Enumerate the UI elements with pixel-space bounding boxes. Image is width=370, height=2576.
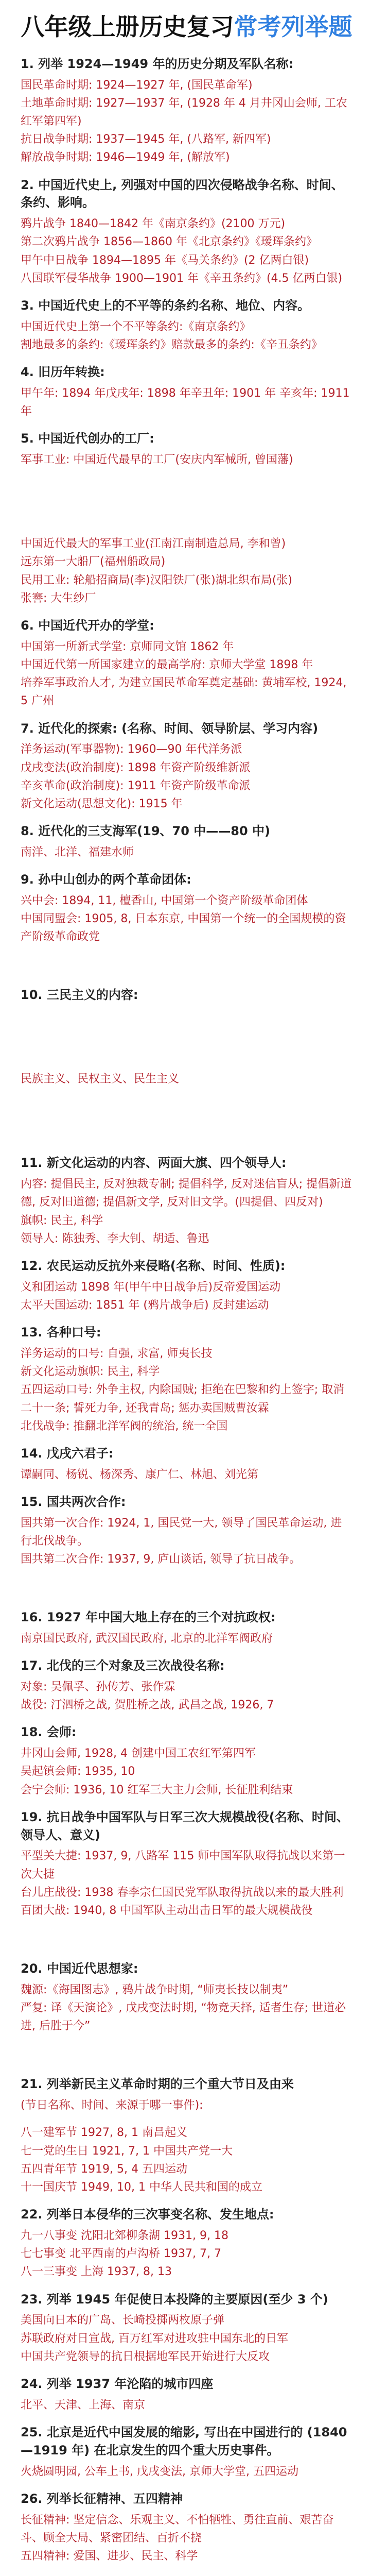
- answer-line: 第二次鸦片战争 1856—1860 年《北京条约》《瑷珲条约》: [21, 235, 318, 249]
- title-main: 八年级上册历史复习: [21, 13, 234, 41]
- page-title: [21, 13, 353, 41]
- section-28: [21, 2424, 353, 2481]
- answer-line: 国民革命时期: 1924—1927 年, (国民革命军): [21, 78, 253, 92]
- answer-line: 鸦片战争 1840—1842 年《南京条约》(2100 万元): [21, 217, 286, 231]
- answer-line: 太平天国运动: 1851 年 (鸦片战争后) 反封建运动: [21, 1299, 269, 1312]
- section-2: [21, 176, 353, 287]
- answer-line: 百团大战: 1940, 8 中国军队主动出击日军的最大规模战役: [21, 1904, 313, 1917]
- answer-line: 南洋、北洋、福建水师: [21, 845, 134, 859]
- answer-line: 中国近代史上第一个不平等条约:《南京条约》: [21, 320, 251, 333]
- answer-line: 抗日战争时期: 1937—1945 年, (八路军, 新四军): [21, 133, 271, 146]
- section-21: [21, 1808, 353, 1920]
- answer-line: 九一八事变 沈阳北郊柳条湖 1931, 9, 18: [21, 2229, 228, 2243]
- answer-line: 割地最多的条约:《瑷珲条约》赔款最多的条约:《辛丑条约》: [21, 338, 323, 351]
- section-1: [21, 55, 353, 167]
- answer-line: 新文化运动旗帜: 民主, 科学: [21, 1365, 160, 1379]
- answer-line: 魏源:《海国图志》, 鸦片战争时期, “师夷长技以制夷”: [21, 1983, 289, 1996]
- answer-line: 旗帜: 民主, 科学: [21, 1214, 103, 1227]
- answer-line: 兴中会: 1894, 11, 檀香山, 中国第一个资产阶级革命团体: [21, 894, 308, 907]
- section-heading: 3. 中国近代史上的不平等的条约名称、地位、内容。: [21, 298, 310, 313]
- answer-line: 国共第一次合作: 1924, 1, 国民党一大, 领导了国民革命运动, 进行北伐战争。: [21, 1516, 342, 1548]
- section-16: [21, 1445, 353, 1484]
- section-22: [21, 1960, 353, 2035]
- section-heading: 18. 会师:: [21, 1725, 77, 1740]
- section-heading: 22. 列举日本侵华的三次事变名称、发生地点:: [21, 2207, 274, 2222]
- section-13: [21, 1154, 353, 1248]
- section-4: [21, 363, 353, 420]
- section-10: [21, 871, 353, 946]
- section-heading: 7. 近代化的探索: (名称、时间、领导阶层、学习内容): [21, 721, 319, 736]
- answer-line: 美国向日本的广岛、长崎投掷两枚原子弹: [21, 2314, 225, 2327]
- answer-line: 辛亥革命(政治制度): 1911 年资产阶级革命派: [21, 779, 251, 792]
- answer-line: 严复: 译《天演论》, 戊戌变法时期, “物竞天择, 适者生存; 世道必进, 后胜于今”: [21, 2002, 346, 2033]
- section-26: [21, 2291, 353, 2366]
- section-heading: 15. 国共两次合作:: [21, 1494, 126, 1509]
- blank-space: [21, 1013, 353, 1070]
- section-heading: 17. 北伐的三个对象及三次战役名称:: [21, 1658, 225, 1673]
- section-heading: 25. 北京是近代中国发展的缩影, 写出在中国进行的 (1840—1919 年) 在北京发生的四个重大历史事件。: [21, 2425, 347, 2458]
- answer-line: 洋务运动(军事器物): 1960—90 年代洋务派: [21, 743, 242, 756]
- section-heading: 26. 列举长征精神、五四精神: [21, 2491, 183, 2506]
- section-heading: 14. 戊戌六君子:: [21, 1446, 114, 1461]
- answer-line: 五四青年节 1919, 5, 4 五四运动: [21, 2162, 187, 2176]
- answer-line: 内容: 提倡民主, 反对独裁专制; 提倡科学, 反对迷信盲从; 提倡新道德, 反对旧道德; 提倡新文学, 反对旧文学。(四提倡、四反对): [21, 1178, 352, 1209]
- answer-line: 军事工业: 中国近代最早的工厂(安庆内军械所, 曾国藩): [21, 453, 293, 467]
- answer-line: 八一三事变 上海 1937, 8, 13: [21, 2265, 172, 2279]
- answer-line: 戊戌变法(政治制度): 1898 年资产阶级维新派: [21, 761, 251, 774]
- answer-line: 对象: 吴佩孚、孙传芳、张作霖: [21, 1681, 175, 1694]
- answer-line: 八国联军侵华战争 1900—1901 年《辛丑条约》(4.5 亿两白银): [21, 272, 343, 285]
- section-heading: 5. 中国近代创办的工厂:: [21, 431, 154, 446]
- answer-line: 甲午中日战争 1894—1895 年《马关条约》(2 亿两白银): [21, 253, 309, 267]
- answer-line: 远东第一大船厂(福州船政局): [21, 555, 166, 569]
- answer-line: 战役: 汀泗桥之战, 贺胜桥之战, 武昌之战, 1926, 7: [21, 1699, 274, 1712]
- blank-space: [21, 478, 353, 535]
- answer-line: 八一建军节 1927, 8, 1 南昌起义: [21, 2126, 187, 2140]
- section-heading: 19. 抗日战争中国军队与日军三次大规模战役(名称、时间、领导人、意义): [21, 1809, 349, 1842]
- answer-line: 国共第二次合作: 1937, 9, 庐山谈话, 领导了抗日战争。: [21, 1553, 301, 1566]
- title-highlight: 常考列举题: [234, 13, 353, 41]
- section-heading: 2. 中国近代史上, 列强对中国的四次侵略战争名称、时间、条约、影响。: [21, 177, 344, 210]
- section-heading: 12. 农民运动反抗外来侵略(名称、时间、性质):: [21, 1259, 286, 1274]
- answer-line: 十一国庆节 1949, 10, 1 中华人民共和国的成立: [21, 2181, 262, 2194]
- answer-line: 五四运动口号: 外争主权, 内除国贼; 拒绝在巴黎和约上签字; 取消二十一条; 誓死力争, 还我青岛; 惩办卖国贼曹汝霖: [21, 1383, 345, 1415]
- answer-line: 七七事变 北平西南的卢沟桥 1937, 7, 7: [21, 2247, 221, 2261]
- section-heading: 13. 各种口号:: [21, 1325, 101, 1340]
- section-24: [21, 2124, 353, 2196]
- answer-line: 中国第一所新式学堂: 京师同文馆 1862 年: [21, 640, 234, 653]
- answer-line: 南京国民政府, 武汉国民政府, 北京的北洋军阀政府: [21, 1632, 273, 1646]
- answer-line: 新文化运动(思想文化): 1915 年: [21, 797, 183, 810]
- section-heading: 20. 中国近代思想家:: [21, 1961, 138, 1976]
- answer-line: 北平、天津、上海、南京: [21, 2398, 146, 2412]
- answer-line: 北伐战争: 推翻北洋军阀的统治, 统一全国: [21, 1419, 228, 1433]
- section-7: [21, 617, 353, 710]
- section-27: [21, 2375, 353, 2414]
- blank-space: [21, 2044, 353, 2075]
- answer-line: 民用工业: 轮船招商局(李)汉阳铁厂(张)湖北织布局(张): [21, 573, 292, 587]
- section-heading: 8. 近代化的三支海军(19、70 中——80 中): [21, 824, 271, 839]
- answer-line: 土地革命时期: 1927—1937 年, (1928 年 4 月井冈山会师, 工农红军第四军): [21, 96, 347, 128]
- section-25: [21, 2206, 353, 2281]
- answer-line: 苏联政府对日宣战, 百万红军对进攻驻中国东北的日军: [21, 2332, 288, 2345]
- answer-line: 吴起镇会师: 1935, 10: [21, 1765, 135, 1778]
- answer-line: 七一党的生日 1921, 7, 1 中国共产党一大: [21, 2144, 233, 2158]
- answer-line: 会宁会师: 1936, 10 红军三大主力会师, 长征胜利结束: [21, 1783, 293, 1797]
- section-heading: 10. 三民主义的内容:: [21, 988, 138, 1003]
- answer-line: 中国近代第一所国家建立的最高学府: 京师大学堂 1898 年: [21, 658, 313, 672]
- section-5: [21, 430, 353, 469]
- section-heading: 21. 列举新民主义革命时期的三个重大节日及由来: [21, 2077, 294, 2092]
- section-12: [21, 1070, 353, 1088]
- answer-line: 中国近代最大的军事工业(江南江南制造总局, 李和曾): [21, 537, 286, 551]
- answer-line: 台儿庄战役: 1938 春李宗仁国民党军队取得抗战以来的最大胜利: [21, 1886, 344, 1899]
- section-29: [21, 2490, 353, 2565]
- section-18: [21, 1608, 353, 1648]
- answer-line: 张謇: 大生纱厂: [21, 591, 96, 605]
- section-14: [21, 1257, 353, 1314]
- blank-space: [21, 955, 353, 986]
- answer-line: (节日名称、时间、来源于哪一事件):: [21, 2099, 203, 2112]
- section-19: [21, 1657, 353, 1714]
- blank-space: [21, 1097, 353, 1154]
- section-heading: 11. 新文化运动的内容、两面大旗、四个领导人:: [21, 1156, 287, 1171]
- answer-line: 长征精神: 坚定信念、乐观主义、不怕牺牲、勇往直前、艰苦奋斗、顾全大局、紧密团结、百折不挠: [21, 2513, 334, 2545]
- section-heading: 1. 列举 1924—1949 年的历史分期及军队名称:: [21, 56, 294, 71]
- answer-line: 平型关大捷: 1937, 9, 八路军 115 师中国军队取得抗战以来第一次大捷: [21, 1850, 345, 1881]
- section-heading: 9. 孙中山创办的两个革命团体:: [21, 872, 191, 887]
- answer-line: 中国同盟会: 1905, 8, 日本东京, 中国第一个统一的全国规模的资产阶级革命政党: [21, 912, 346, 944]
- section-20: [21, 1723, 353, 1799]
- section-heading: 16. 1927 年中国大地上存在的三个对抗政权:: [21, 1610, 276, 1625]
- answer-line: 民族主义、民权主义、民生主义: [21, 1073, 180, 1086]
- answer-line: 甲午年: 1894 年戊戌年: 1898 年辛丑年: 1901 年 辛亥年: 1911 年: [21, 386, 350, 418]
- answer-line: 井冈山会师, 1928, 4 创建中国工农红军第四军: [21, 1747, 256, 1760]
- section-15: [21, 1324, 353, 1435]
- answer-line: 义和团运动 1898 年(甲午中日战争后)反帝爱国运动: [21, 1280, 281, 1294]
- section-heading: 4. 旧历年转换:: [21, 365, 105, 380]
- section-heading: 24. 列举 1937 年沦陷的城市四座: [21, 2376, 214, 2391]
- blank-space: [21, 1929, 353, 1960]
- answer-line: 洋务运动的口号: 自强, 求富, 师夷长技: [21, 1347, 213, 1360]
- section-23: [21, 2075, 353, 2114]
- blank-space: [21, 1578, 353, 1608]
- answer-line: 谭嗣同、杨锐、杨深秀、康广仁、林旭、刘光第: [21, 1468, 259, 1481]
- answer-line: 培养军事政治人才, 为建立国民革命军奠定基础: 黄埔军校, 1924, 5 广州: [21, 676, 347, 708]
- section-6: [21, 535, 353, 607]
- answer-line: 中国共产党领导的抗日根据地军民开始进行大反攻: [21, 2350, 270, 2363]
- content: [21, 55, 353, 2565]
- section-9: [21, 822, 353, 861]
- section-3: [21, 297, 353, 354]
- section-8: [21, 720, 353, 814]
- section-heading: 23. 列举 1945 年促使日本投降的主要原因(至少 3 个): [21, 2292, 328, 2307]
- section-11: [21, 986, 353, 1004]
- section-17: [21, 1493, 353, 1568]
- answer-line: 领导人: 陈独秀、李大钊、胡适、鲁迅: [21, 1232, 209, 1245]
- answer-line: 解放战争时期: 1946—1949 年, (解放军): [21, 151, 230, 164]
- answer-line: 火烧圆明园, 公车上书, 戊戌变法, 京师大学堂, 五四运动: [21, 2465, 298, 2478]
- answer-line: 五四精神: 爱国、进步、民主、科学: [21, 2549, 198, 2563]
- section-heading: 6. 中国近代开办的学堂:: [21, 618, 154, 633]
